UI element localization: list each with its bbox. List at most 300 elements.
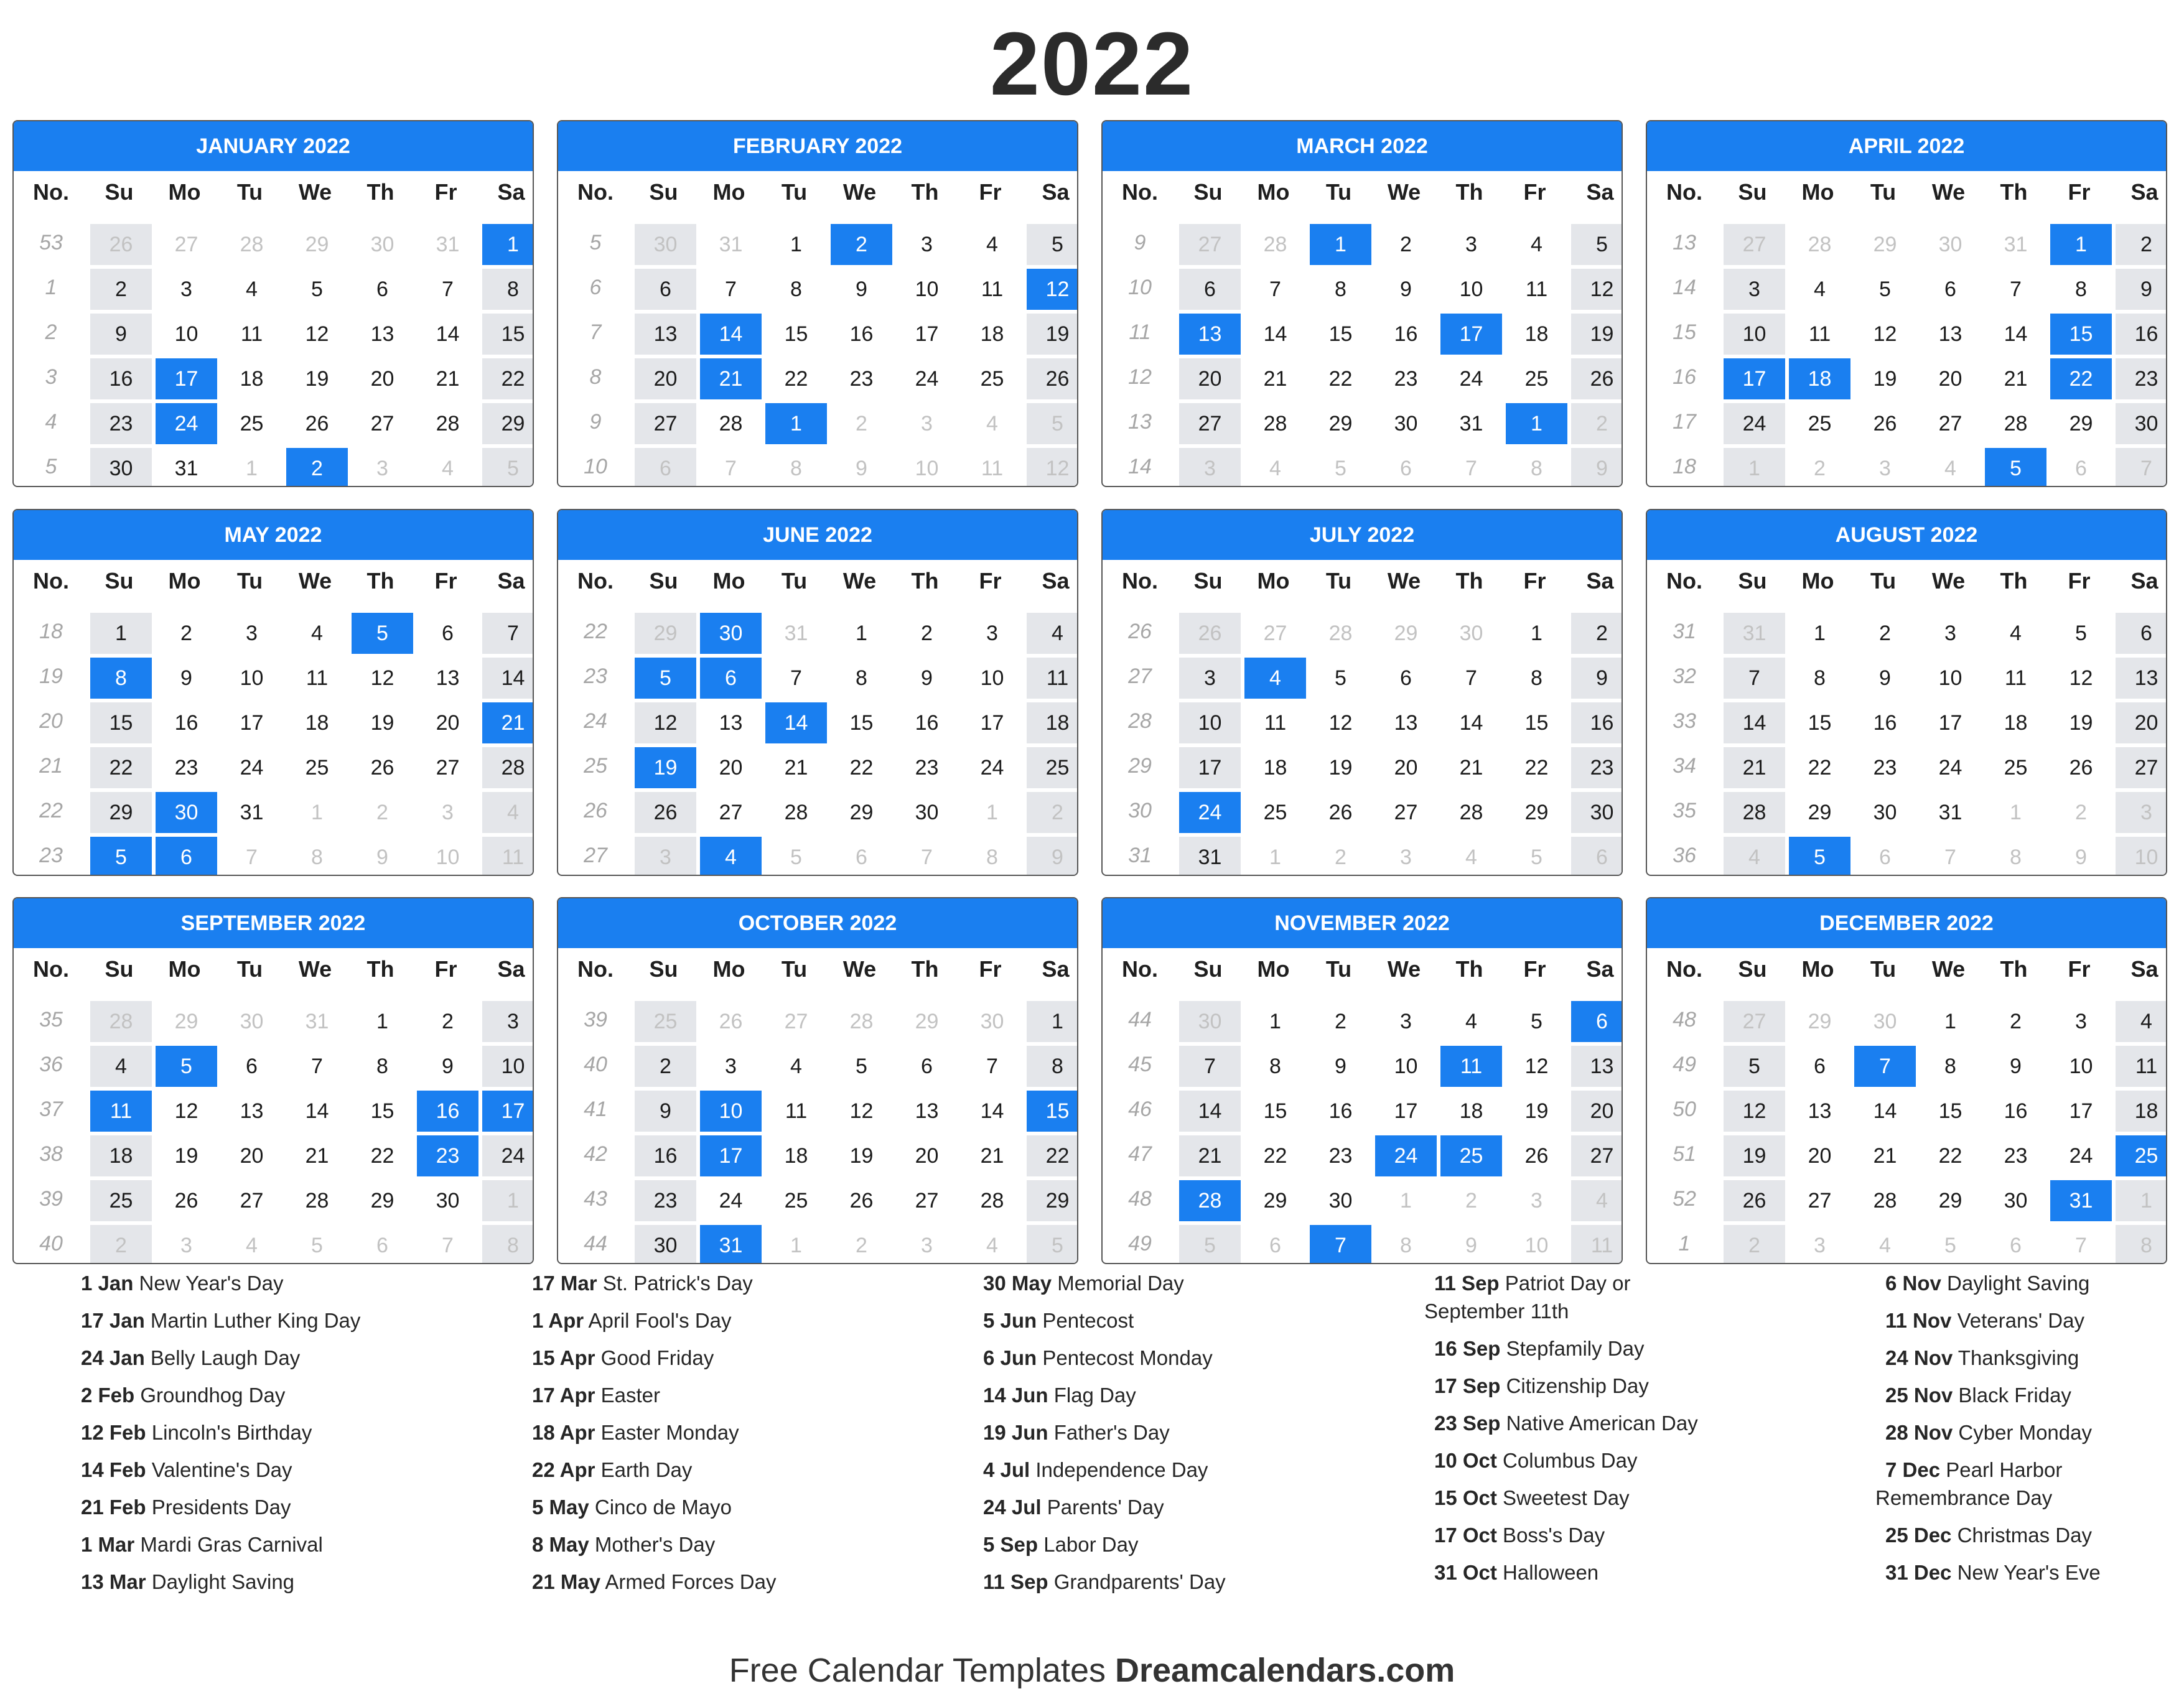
highlighted-day-cell: 17 [1440, 314, 1502, 355]
highlighted-day-cell: 7 [1310, 1225, 1371, 1264]
day-cell: 9 [1335, 1055, 1346, 1078]
highlighted-day-cell: 1 [482, 224, 534, 265]
weekday-header: Su [649, 568, 678, 594]
day-cell: 7 [2010, 277, 2022, 301]
day-cell: 16 [1873, 711, 1897, 735]
day-cell: 3 [246, 622, 258, 645]
day-cell: 19 [1873, 367, 1897, 391]
weekday-header: We [842, 568, 877, 594]
holiday-name: Labor Day [1038, 1533, 1139, 1556]
day-cell: 4 [1027, 613, 1078, 654]
day-cell: 1 [2116, 1180, 2167, 1221]
day-cell: 22 [1524, 756, 1549, 780]
holiday-item [1885, 1418, 2153, 1446]
week-number: 14 [1673, 276, 1696, 299]
day-cell: 6 [856, 845, 867, 869]
day-cell: 3 [635, 837, 696, 876]
day-cell: 26 [174, 1189, 198, 1213]
weekday-header: Su [1193, 179, 1223, 205]
week-number: 39 [584, 1008, 607, 1031]
day-cell: 5 [1179, 1225, 1241, 1264]
day-cell: 5 [1571, 224, 1623, 265]
day-cell: 1 [246, 457, 258, 480]
month-december [1646, 897, 2167, 1264]
holiday-name: Pentecost [1037, 1309, 1134, 1332]
day-cell: 10 [482, 1046, 534, 1087]
month-september [12, 897, 534, 1264]
holiday-name: Pearl Harbor Remembrance Day [1875, 1458, 2063, 1509]
day-cell: 11 [1571, 1225, 1623, 1264]
week-number-header: No. [33, 568, 69, 594]
day-cell: 2 [2075, 801, 2087, 824]
day-cell: 6 [1400, 666, 1412, 690]
week-number: 1 [45, 276, 57, 299]
weekday-header: Fr [434, 179, 457, 205]
holiday-item [983, 1269, 1251, 1297]
holiday-name: Grandparents' Day [1048, 1570, 1226, 1593]
day-cell: 9 [1400, 277, 1412, 301]
day-cell: 13 [635, 314, 696, 355]
highlighted-day-cell: 17 [1724, 358, 1785, 399]
highlighted-day-cell: 31 [2050, 1180, 2112, 1221]
day-cell: 19 [1724, 1135, 1785, 1176]
day-cell: 20 [1808, 1144, 1832, 1168]
week-number-header: No. [1122, 956, 1158, 982]
day-cell: 2 [1027, 792, 1078, 833]
day-cell: 19 [1571, 314, 1623, 355]
weekday-header: Fr [434, 568, 457, 594]
weekday-header: Th [366, 956, 394, 982]
day-cell: 29 [1808, 801, 1832, 824]
day-cell: 21 [980, 1144, 1004, 1168]
weekday-header: Fr [2068, 956, 2091, 982]
holiday-item [81, 1456, 348, 1484]
holiday-date: 6 Jun [983, 1346, 1037, 1369]
holiday-name: Christmas Day [1951, 1524, 2092, 1547]
day-cell: 3 [921, 1234, 933, 1257]
day-cell: 2 [2116, 224, 2167, 265]
holiday-date: 11 Nov [1885, 1309, 1952, 1332]
day-cell: 4 [1571, 1180, 1623, 1221]
footer-site-link[interactable]: Dreamcalendars.com [1115, 1652, 1455, 1689]
day-cell: 31 [1179, 837, 1241, 876]
highlighted-day-cell: 10 [700, 1091, 762, 1132]
day-cell: 1 [482, 1180, 534, 1221]
day-cell: 16 [174, 711, 198, 735]
holiday-item [1434, 1334, 1702, 1362]
day-cell: 26 [849, 1189, 874, 1213]
day-cell: 8 [311, 845, 323, 869]
week-number: 9 [1134, 231, 1146, 254]
week-number: 49 [1128, 1232, 1152, 1255]
week-number: 17 [1673, 410, 1696, 434]
holiday-name: Halloween [1496, 1561, 1599, 1584]
weekday-header: We [1387, 956, 1421, 982]
holiday-name: Presidents Day [146, 1496, 291, 1519]
day-cell: 10 [1724, 314, 1785, 355]
day-cell: 13 [436, 666, 460, 690]
day-cell: 12 [1524, 1055, 1549, 1078]
holiday-name: Patriot Day or September 11th [1424, 1272, 1631, 1323]
holiday-date: 1 Jan [81, 1272, 134, 1295]
day-cell: 5 [856, 1055, 867, 1078]
weekday-header: Tu [236, 568, 263, 594]
day-cell: 4 [986, 1234, 998, 1257]
day-cell: 15 [1808, 711, 1832, 735]
day-cell: 29 [2069, 412, 2093, 435]
holiday-name: Daylight Saving [146, 1570, 295, 1593]
highlighted-day-cell: 22 [2050, 358, 2112, 399]
day-cell: 3 [1179, 448, 1241, 487]
weekday-header: Tu [1325, 568, 1352, 594]
highlighted-day-cell: 15 [1027, 1091, 1078, 1132]
day-cell: 7 [1465, 666, 1477, 690]
weekday-header: Mo [168, 568, 201, 594]
day-cell: 3 [725, 1055, 737, 1078]
highlighted-day-cell: 5 [352, 613, 413, 654]
day-cell: 19 [1027, 314, 1078, 355]
day-cell: 8 [1531, 457, 1542, 480]
month-title: FEBRUARY 2022 [558, 121, 1077, 171]
holiday-name: Thanksgiving [1953, 1346, 2079, 1369]
day-cell: 14 [1873, 1099, 1897, 1123]
week-number: 8 [589, 365, 602, 389]
highlighted-day-cell: 24 [156, 403, 217, 444]
day-cell: 18 [980, 322, 1004, 346]
holiday-item [81, 1493, 348, 1521]
weekday-header: Sa [1586, 568, 1614, 594]
day-cell: 9 [376, 845, 388, 869]
weekday-header: Sa [1042, 568, 1070, 594]
day-cell: 7 [1269, 277, 1281, 301]
holiday-list [0, 1269, 2184, 1618]
day-cell: 13 [2116, 658, 2167, 699]
day-cell: 30 [370, 233, 394, 256]
day-cell: 5 [1724, 1046, 1785, 1087]
holiday-name: Cinco de Mayo [589, 1496, 732, 1519]
day-cell: 15 [1938, 1099, 1962, 1123]
highlighted-day-cell: 5 [90, 837, 152, 876]
day-cell: 23 [90, 403, 152, 444]
day-cell: 16 [1394, 322, 1418, 346]
day-cell: 3 [482, 1001, 534, 1042]
weekday-header: Th [1455, 568, 1483, 594]
day-cell: 9 [442, 1055, 454, 1078]
day-cell: 7 [442, 1234, 454, 1257]
day-cell: 11 [1027, 658, 1078, 699]
day-cell: 15 [1263, 1099, 1287, 1123]
day-cell: 11 [1264, 711, 1287, 735]
day-cell: 13 [915, 1099, 939, 1123]
day-cell: 18 [1027, 702, 1078, 743]
day-cell: 30 [915, 801, 939, 824]
week-number: 47 [1128, 1142, 1152, 1166]
day-cell: 10 [915, 277, 939, 301]
holiday-item [1885, 1521, 2153, 1549]
day-cell: 17 [1394, 1099, 1418, 1123]
weekday-header: Mo [1801, 568, 1834, 594]
day-cell: 22 [370, 1144, 394, 1168]
weekday-header: Tu [236, 956, 263, 982]
holiday-name: Stepfamily Day [1500, 1337, 1645, 1360]
weekday-header: Fr [1523, 568, 1546, 594]
week-number-header: No. [577, 179, 614, 205]
day-cell: 7 [921, 845, 933, 869]
day-cell: 4 [1724, 837, 1785, 876]
highlighted-day-cell: 2 [286, 448, 348, 487]
day-cell: 4 [1531, 233, 1542, 256]
weekday-header: Sa [1586, 956, 1614, 982]
day-cell: 9 [1571, 448, 1623, 487]
weekday-header: Mo [1257, 956, 1290, 982]
day-cell: 11 [240, 322, 263, 346]
holiday-date: 24 Jul [983, 1496, 1042, 1519]
day-cell: 28 [482, 747, 534, 788]
day-cell: 7 [2075, 1234, 2087, 1257]
day-cell: 2 [1465, 1189, 1477, 1213]
holiday-name: Daylight Saving [1941, 1272, 2090, 1295]
day-cell: 16 [2004, 1099, 2028, 1123]
week-number: 35 [1673, 799, 1696, 822]
day-cell: 5 [790, 845, 802, 869]
day-cell: 2 [635, 1046, 696, 1087]
highlighted-day-cell: 2 [831, 224, 892, 265]
day-cell: 2 [442, 1010, 454, 1033]
weekday-header: Fr [979, 568, 1002, 594]
day-cell: 9 [856, 277, 867, 301]
day-cell: 9 [856, 457, 867, 480]
holiday-date: 22 Apr [532, 1458, 595, 1481]
day-cell: 10 [915, 457, 939, 480]
day-cell: 7 [1724, 658, 1785, 699]
day-cell: 11 [785, 1099, 808, 1123]
holiday-date: 1 Apr [532, 1309, 584, 1332]
day-cell: 1 [986, 801, 998, 824]
day-cell: 25 [240, 412, 264, 435]
day-cell: 4 [2010, 622, 2022, 645]
day-cell: 31 [1724, 613, 1785, 654]
day-cell: 14 [1263, 322, 1287, 346]
day-cell: 26 [1873, 412, 1897, 435]
day-cell: 3 [1879, 457, 1891, 480]
day-cell: 27 [1179, 224, 1241, 265]
day-cell: 22 [482, 358, 534, 399]
day-cell: 23 [915, 756, 939, 780]
day-cell: 27 [635, 403, 696, 444]
day-cell: 28 [1263, 412, 1287, 435]
week-number: 16 [1673, 365, 1696, 389]
week-number: 24 [584, 709, 607, 733]
day-cell: 10 [2069, 1055, 2093, 1078]
day-cell: 1 [790, 233, 802, 256]
day-cell: 3 [2116, 792, 2167, 833]
day-cell: 6 [1400, 457, 1412, 480]
holiday-name: Cyber Monday [1953, 1421, 2092, 1444]
holiday-item [983, 1381, 1251, 1409]
week-number-header: No. [33, 956, 69, 982]
weekday-header: Sa [497, 956, 525, 982]
day-cell: 9 [1465, 1234, 1477, 1257]
day-cell: 8 [482, 1225, 534, 1264]
holiday-name: Flag Day [1048, 1384, 1136, 1407]
day-cell: 26 [1724, 1180, 1785, 1221]
holiday-item [81, 1306, 361, 1334]
holiday-date: 23 Sep [1434, 1412, 1501, 1435]
day-cell: 5 [1027, 224, 1078, 265]
day-cell: 3 [376, 457, 388, 480]
day-cell: 20 [719, 756, 743, 780]
day-cell: 20 [2116, 702, 2167, 743]
highlighted-day-cell: 13 [1179, 314, 1241, 355]
day-cell: 30 [2116, 403, 2167, 444]
week-number: 18 [39, 620, 63, 643]
holiday-date: 25 Nov [1885, 1384, 1953, 1407]
day-cell: 2 [1814, 457, 1826, 480]
day-cell: 11 [1808, 322, 1831, 346]
month-title: APRIL 2022 [1647, 121, 2166, 171]
week-number: 32 [1673, 664, 1696, 688]
weekday-header: Fr [1523, 179, 1546, 205]
day-cell: 8 [790, 457, 802, 480]
day-cell: 2 [921, 622, 933, 645]
holiday-name: Mardi Gras Carnival [134, 1533, 323, 1556]
holiday-name: New Year's Day [133, 1272, 284, 1295]
day-cell: 3 [1814, 1234, 1826, 1257]
holiday-date: 18 Apr [532, 1421, 595, 1444]
day-cell: 19 [174, 1144, 198, 1168]
day-cell: 20 [240, 1144, 264, 1168]
day-cell: 29 [1328, 412, 1353, 435]
weekday-header: Fr [1523, 956, 1546, 982]
month-july [1101, 509, 1623, 876]
highlighted-day-cell: 1 [765, 403, 827, 444]
highlighted-day-cell: 18 [1789, 358, 1850, 399]
day-cell: 18 [1263, 756, 1287, 780]
holiday-date: 19 Jun [983, 1421, 1048, 1444]
day-cell: 9 [180, 666, 192, 690]
highlighted-day-cell: 25 [1440, 1135, 1502, 1176]
day-cell: 11 [2116, 1046, 2167, 1087]
week-number-header: No. [1666, 956, 1702, 982]
day-cell: 20 [635, 358, 696, 399]
day-cell: 29 [1873, 233, 1897, 256]
day-cell: 26 [370, 756, 394, 780]
weekday-header: Tu [1325, 956, 1352, 982]
day-cell: 11 [306, 666, 329, 690]
weekday-header: Mo [168, 956, 201, 982]
day-cell: 18 [1524, 322, 1549, 346]
day-cell: 19 [849, 1144, 874, 1168]
day-cell: 3 [1724, 269, 1785, 310]
day-cell: 2 [1724, 1225, 1785, 1264]
month-april [1646, 120, 2167, 487]
highlighted-day-cell: 4 [1244, 658, 1306, 699]
highlighted-day-cell: 12 [1027, 269, 1078, 310]
holiday-name: Veterans' Day [1951, 1309, 2084, 1332]
day-cell: 16 [635, 1135, 696, 1176]
week-number: 46 [1128, 1097, 1152, 1121]
day-cell: 23 [849, 367, 874, 391]
day-cell: 30 [2004, 1189, 2028, 1213]
holiday-item [532, 1344, 800, 1372]
day-cell: 9 [2010, 1055, 2022, 1078]
day-cell: 29 [482, 403, 534, 444]
week-number: 42 [584, 1142, 607, 1166]
day-cell: 5 [1335, 457, 1346, 480]
day-cell: 8 [1400, 1234, 1412, 1257]
week-number: 38 [39, 1142, 63, 1166]
day-cell: 10 [980, 666, 1004, 690]
day-cell: 11 [981, 277, 1004, 301]
day-cell: 21 [436, 367, 460, 391]
day-cell: 16 [90, 358, 152, 399]
week-number: 13 [1128, 410, 1152, 434]
day-cell: 2 [1879, 622, 1891, 645]
day-cell: 7 [482, 613, 534, 654]
day-cell: 15 [849, 711, 874, 735]
week-number: 18 [1673, 455, 1696, 478]
weekday-header: Su [105, 568, 134, 594]
day-cell: 21 [1724, 747, 1785, 788]
month-title: JUNE 2022 [558, 510, 1077, 560]
day-cell: 2 [856, 1234, 867, 1257]
month-october [557, 897, 1078, 1264]
day-cell: 1 [1400, 1189, 1412, 1213]
month-title: SEPTEMBER 2022 [14, 898, 533, 948]
day-cell: 12 [370, 666, 394, 690]
day-cell: 9 [635, 1091, 696, 1132]
weekday-header: Sa [1042, 956, 1070, 982]
weekday-header: Tu [1870, 956, 1897, 982]
week-number: 53 [39, 231, 63, 254]
highlighted-day-cell: 24 [1375, 1135, 1437, 1176]
highlighted-day-cell: 5 [1985, 448, 2046, 487]
day-cell: 26 [1571, 358, 1623, 399]
day-cell: 14 [1179, 1091, 1241, 1132]
day-cell: 31 [305, 1010, 329, 1033]
day-cell: 20 [370, 367, 394, 391]
week-number: 4 [45, 410, 57, 434]
day-cell: 23 [1328, 1144, 1353, 1168]
day-cell: 3 [1400, 1010, 1412, 1033]
weekday-header: We [298, 568, 332, 594]
day-cell: 28 [90, 1001, 152, 1042]
day-cell: 24 [915, 367, 939, 391]
holiday-date: 12 Feb [81, 1421, 146, 1444]
day-cell: 5 [1531, 1010, 1542, 1033]
holiday-item [1434, 1484, 1702, 1512]
day-cell: 28 [436, 412, 460, 435]
holiday-name: April Fool's Day [584, 1309, 732, 1332]
highlighted-day-cell: 19 [635, 747, 696, 788]
day-cell: 26 [1027, 358, 1078, 399]
holiday-date: 5 Jun [983, 1309, 1037, 1332]
day-cell: 30 [1571, 792, 1623, 833]
weekday-header: We [1931, 956, 1966, 982]
day-cell: 9 [2116, 269, 2167, 310]
day-cell: 13 [719, 711, 743, 735]
month-november [1101, 897, 1623, 1264]
holiday-item [1434, 1372, 1702, 1400]
day-cell: 11 [1525, 277, 1548, 301]
holiday-date: 30 May [983, 1272, 1052, 1295]
week-number: 23 [39, 844, 63, 867]
holiday-name: Belly Laugh Day [144, 1346, 301, 1369]
day-cell: 27 [1724, 1001, 1785, 1042]
week-number: 50 [1673, 1097, 1696, 1121]
holiday-date: 13 Mar [81, 1570, 146, 1593]
weekday-header: Th [2000, 956, 2028, 982]
